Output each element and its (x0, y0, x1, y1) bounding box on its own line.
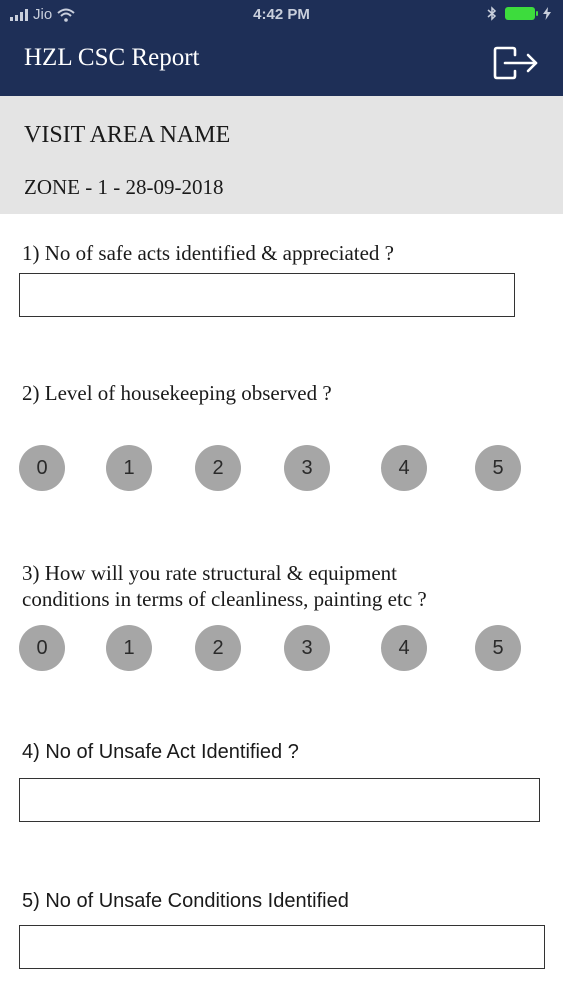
housekeeping-option-1[interactable]: 1 (106, 445, 152, 491)
structural-option-3[interactable]: 3 (284, 625, 330, 671)
status-bar (0, 0, 563, 30)
structural-option-5[interactable]: 5 (475, 625, 521, 671)
unsafe-act-input[interactable] (19, 778, 540, 822)
housekeeping-option-2[interactable]: 2 (195, 445, 241, 491)
logout-icon[interactable] (493, 46, 539, 80)
question-3-label-line-2: conditions in terms of cleanliness, painting etc ? (22, 587, 427, 611)
question-2-label: 2) Level of housekeeping observed ? (22, 381, 332, 405)
housekeeping-option-5[interactable]: 5 (475, 445, 521, 491)
question-4-label: 4) No of Unsafe Act Identified ? (22, 741, 299, 763)
question-3-label (22, 560, 427, 612)
visit-area-title: VISIT AREA NAME (24, 122, 231, 148)
battery-icon (505, 7, 535, 20)
structural-option-0[interactable]: 0 (19, 625, 65, 671)
housekeeping-option-3[interactable]: 3 (284, 445, 330, 491)
structural-rating (0, 625, 563, 671)
status-right (487, 6, 551, 21)
visit-area-panel (0, 96, 563, 214)
safe-acts-input[interactable] (19, 273, 515, 317)
question-1-label: 1) No of safe acts identified & appreciated ? (22, 241, 395, 265)
structural-option-4[interactable]: 4 (381, 625, 427, 671)
page-title: HZL CSC Report (24, 44, 200, 71)
status-time: 4:42 PM (253, 6, 310, 23)
housekeeping-option-4[interactable]: 4 (381, 445, 427, 491)
carrier-name: Jio (33, 6, 53, 23)
structural-option-1[interactable]: 1 (106, 625, 152, 671)
housekeeping-rating (0, 445, 563, 491)
unsafe-conditions-input[interactable] (19, 925, 545, 969)
structural-option-2[interactable]: 2 (195, 625, 241, 671)
charging-icon (543, 7, 551, 20)
visit-zone-date: ZONE - 1 - 28-09-2018 (24, 175, 224, 199)
housekeeping-option-0[interactable]: 0 (19, 445, 65, 491)
bluetooth-icon (487, 6, 497, 21)
app-header (0, 0, 563, 96)
question-3-label-line-1: 3) How will you rate structural & equipment (22, 561, 397, 585)
question-5-label: 5) No of Unsafe Conditions Identified (22, 890, 349, 912)
